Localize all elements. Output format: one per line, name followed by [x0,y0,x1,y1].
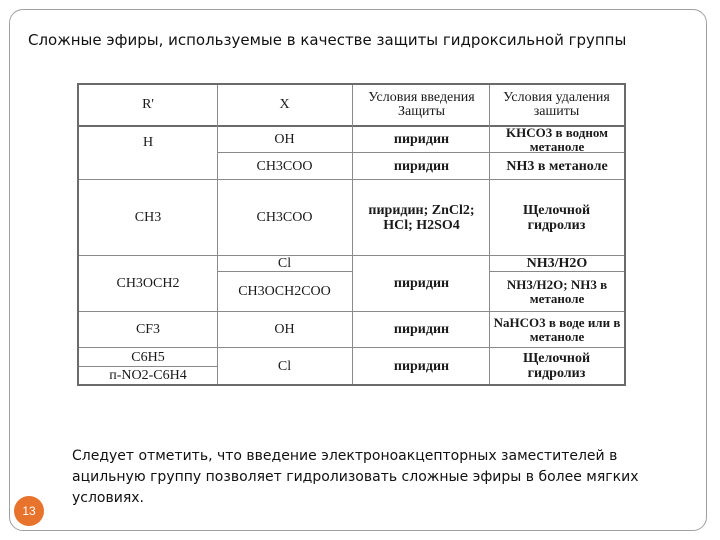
slide-number-badge: 13 [14,496,44,526]
cell-x-oh: OH [274,132,295,147]
cell-x-ch3och2coo: CH3OCH2COO [238,284,331,299]
cell-intro: пиридин; ZnCl2; HCl; H2SO4 [368,202,475,233]
cell-removal: NH3/H2O; NH3 в метаноле [506,276,608,306]
cell-removal: NaHCO3 в воде или в метаноле [493,314,621,344]
cell-r-ch3och2: CH3OCH2 [116,276,180,291]
cell-intro: пиридин [393,158,450,174]
cell-x-ch3coo: CH3COO [256,158,313,174]
cell-x-oh: OH [274,322,295,337]
header-x: X [279,97,290,112]
cell-x-cl: Cl [277,358,292,374]
cell-intro: пиридин [393,358,450,374]
cell-r-nitrophenyl: п-NO2-C6H4 [109,368,187,383]
footnote-text: Следует отметить, что введение электроноакцепторных заместителей в ацильную группу позволяет гидролизовать сложные эфиры в более мягких условиях. [72,448,639,506]
cell-removal: Щелочной гидролиз [522,202,591,233]
cell-removal: NH3 в метаноле [506,158,608,174]
cell-x-cl: Cl [277,256,292,271]
cell-removal: Щелочной гидролиз [522,351,591,381]
header-r: R' [142,97,154,112]
esters-table [77,83,626,386]
cell-r-ch3: CH3 [134,210,162,225]
header-removal-conditions: Условия удаления зашиты [503,90,610,119]
cell-r-cf3: CF3 [135,322,161,337]
cell-intro: пиридин [393,322,450,337]
table-rule [489,85,490,384]
cell-intro: пиридин [393,276,450,291]
header-intro-conditions: Условия введения Защиты [368,90,475,119]
cell-removal: NH3/H2O [526,256,588,271]
cell-intro: пиридин [393,132,450,147]
cell-removal: KHCO3 в водном метаноле [506,124,608,154]
table-rule [352,85,353,384]
slide-title: Сложные эфиры, используемые в качестве защиты гидроксильной группы [28,31,627,49]
cell-x-ch3coo: CH3COO [256,210,313,225]
cell-r-c6h5: C6H5 [131,349,165,365]
cell-r-h: H [142,134,154,150]
